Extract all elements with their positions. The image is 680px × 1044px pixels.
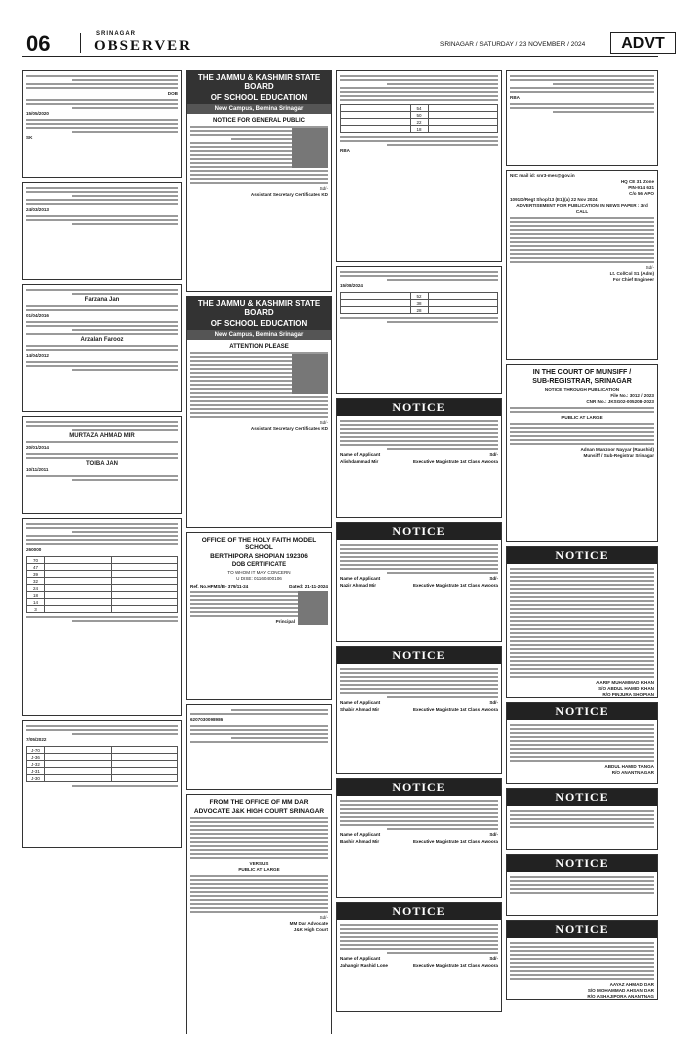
land-table-3: 54 50 22 18 bbox=[340, 104, 498, 133]
urdu-notice-7 bbox=[506, 70, 658, 166]
notice-box bbox=[336, 646, 502, 774]
notice-heading: ATTENTION PLEASE bbox=[229, 344, 289, 350]
sd-4: Sd/- bbox=[645, 265, 654, 270]
sd: Sd/- bbox=[489, 452, 498, 457]
land-table-1: 70 47 39 32 24 18 14 3 bbox=[26, 556, 178, 613]
notice-box bbox=[336, 778, 502, 898]
school-sub: TO WHOM IT MAY CONCERN bbox=[227, 570, 291, 575]
board-title-1: THE JAMMU & KASHMIR STATE BOARD bbox=[187, 71, 331, 93]
notice-heading: NOTICE bbox=[337, 647, 501, 664]
applicant-name: Bashir Ahmad Mir bbox=[340, 839, 380, 844]
land-table-2: J-70 J-36 J-32 J-31 J-30 bbox=[26, 746, 178, 782]
student-photo bbox=[298, 591, 328, 625]
magistrate: Executive Magistrate 1st Class Awoora bbox=[412, 459, 498, 464]
date-4: 14/04/2012 bbox=[26, 353, 49, 358]
urdu-notice-phone bbox=[186, 704, 332, 790]
versus: VERSUS bbox=[249, 861, 269, 866]
logo-city: SRINAGAR bbox=[96, 31, 137, 37]
name-4: TOIBA JAN bbox=[85, 461, 118, 467]
urdu-notice-5 bbox=[336, 70, 502, 262]
notice-heading: NOTICE bbox=[507, 789, 657, 806]
court-sub: NOTICE THROUGH PUBLICATION bbox=[544, 387, 620, 392]
rba-2: RBA bbox=[510, 95, 520, 100]
court-notice bbox=[506, 364, 658, 542]
sd: Sd/- bbox=[489, 956, 498, 961]
school-dob-certificate: OFFICE OF THE HOLY FAITH MODEL SCHOOL BERTHIPORA SHOPIAN 192306 DOB CERTIFICATE TO WHOM IT MAY CONCERN U DISE: 01160400106 Ref. No.HFMS/B- 379/11-24 Dated: 21-11-2024 Principal bbox=[186, 532, 332, 700]
notice-box bbox=[336, 902, 502, 1012]
nic-heading: ADVERTISEMENT FOR PUBLICATION IN NEWS PAPER : 3rd CALL bbox=[516, 203, 648, 214]
date-5: 20/01/2014 bbox=[26, 445, 49, 450]
court-sign-2: Munsiff / Sub-Registrar Srinagar bbox=[583, 453, 654, 458]
dob-label: DOB bbox=[167, 91, 178, 96]
name-2: Arzalan Farooz bbox=[80, 337, 124, 343]
cnr-no: CNR No.: JKSG02-005208-2023 bbox=[586, 399, 654, 404]
board-notice-1 bbox=[186, 70, 332, 292]
section-badge: ADVT bbox=[610, 32, 676, 54]
magistrate: Executive Magistrate 1st Class Awoora bbox=[412, 963, 498, 968]
school-heading: DOB CERTIFICATE bbox=[231, 562, 287, 568]
notice-box bbox=[506, 702, 658, 784]
date-7: 7/05/2022 bbox=[26, 737, 47, 742]
principal-sign: Principal bbox=[275, 619, 295, 624]
notice-box bbox=[336, 398, 502, 518]
name-3: MURTAZA AHMAD MIR bbox=[69, 433, 135, 439]
notice-sign: AAYAZ AHMAD DAR bbox=[609, 982, 654, 987]
date-2: 24/03/2013 bbox=[26, 207, 49, 212]
name-1: Farzana Jan bbox=[84, 297, 120, 303]
urdu-notice-6 bbox=[336, 266, 502, 394]
urdu-notice-table-1 bbox=[22, 518, 182, 716]
file-no: File No.: 3012 / 2023 bbox=[610, 393, 654, 398]
sk-label: SK bbox=[26, 135, 33, 140]
nic-mail: NIC mail id: snr3-mes@gov.in bbox=[510, 173, 575, 178]
notice-box bbox=[506, 788, 658, 850]
logo-name: OBSERVER bbox=[94, 38, 192, 54]
notice-heading: NOTICE bbox=[337, 523, 501, 540]
pin: PIN-914 631 bbox=[628, 185, 654, 190]
sd-1: Sd/- bbox=[319, 186, 328, 191]
urdu-notice-4 bbox=[22, 416, 182, 514]
court-sign: Adnan Manzoor Nayyar (Raushid) bbox=[580, 447, 654, 452]
date-1: 15/05/2020 bbox=[26, 111, 49, 116]
cpo: C/o 56 APO bbox=[629, 191, 654, 196]
applicant-name: Nazir Ahmad Mir bbox=[340, 583, 377, 588]
sd-3: Sd/- bbox=[319, 915, 328, 920]
advocate-caveat bbox=[186, 794, 332, 1034]
nic-advertisement bbox=[506, 170, 658, 360]
notice-heading: NOTICE bbox=[507, 921, 657, 938]
applicant-label: Name of Applicant bbox=[340, 956, 381, 961]
notice-heading: NOTICE bbox=[507, 703, 657, 720]
applicant-name: Jahangir Rashid Lone bbox=[340, 963, 388, 968]
date-8: 15/08/2024 bbox=[340, 283, 363, 288]
applicant-name: Alishdammad Mir bbox=[340, 459, 379, 464]
column-4 bbox=[506, 70, 658, 1034]
board-campus: New Campus, Bemina Srinagar bbox=[187, 330, 331, 340]
column-1 bbox=[22, 70, 182, 1034]
notice-heading: NOTICE bbox=[507, 547, 657, 564]
school-title-2: BERTHIPORA SHOPIAN 192306 bbox=[210, 553, 308, 560]
applicant-label: Name of Applicant bbox=[340, 576, 381, 581]
urdu-notice-3 bbox=[22, 284, 182, 412]
notice-heading: NOTICE bbox=[337, 903, 501, 920]
sd: Sd/- bbox=[489, 700, 498, 705]
magistrate: Executive Magistrate 1st Class Awoora bbox=[412, 707, 498, 712]
land-table-4: 52 38 28 bbox=[340, 292, 498, 314]
urdu-notice-table-2 bbox=[22, 720, 182, 848]
school-title-1: OFFICE OF THE HOLY FAITH MODEL SCHOOL bbox=[201, 537, 317, 551]
adv-sign-2: J&K High Court bbox=[293, 927, 328, 932]
board-title-1: THE JAMMU & KASHMIR STATE BOARD bbox=[187, 297, 331, 319]
notice-box bbox=[336, 522, 502, 642]
school-udise: U DISE: 01160400106 bbox=[236, 576, 282, 581]
column-2 bbox=[186, 70, 332, 1034]
applicant-label: Name of Applicant bbox=[340, 832, 381, 837]
notice-heading: NOTICE bbox=[507, 855, 657, 872]
court-heading: PUBLIC AT LARGE bbox=[561, 415, 603, 420]
ref: 1091D/Regt Shop/13 (E1)(a) 22 Nov 2024 bbox=[510, 197, 598, 202]
sd: Sd/- bbox=[489, 832, 498, 837]
nic-sign-2: For Chief Engineer bbox=[612, 277, 654, 282]
sign-2: Assistant Secretary Certificates KD bbox=[250, 426, 328, 431]
board-notice-2 bbox=[186, 296, 332, 528]
adv-sign-1: MM Dar Advocate bbox=[289, 921, 328, 926]
notice-sign: S/O MOHAMMAD AHSAN DAR bbox=[587, 988, 654, 993]
notice-sign: R/O PINJURA SHOPIAN bbox=[602, 692, 654, 697]
rba-1: RBA bbox=[340, 148, 350, 153]
board-campus: New Campus, Bemina Srinagar bbox=[187, 104, 331, 114]
advocate-title-1: FROM THE OFFICE OF MM DAR bbox=[209, 799, 309, 806]
advocate-title-2: ADVOCATE J&K HIGH COURT SRINAGAR bbox=[193, 808, 325, 815]
notice-sign: R/O ANANTNAGAR bbox=[611, 770, 654, 775]
masthead bbox=[22, 27, 665, 57]
board-title-2: OF SCHOOL EDUCATION bbox=[187, 319, 331, 330]
urdu-notice-2 bbox=[22, 182, 182, 280]
board-title-2: OF SCHOOL EDUCATION bbox=[187, 93, 331, 104]
magistrate: Executive Magistrate 1st Class Awoora bbox=[412, 839, 498, 844]
notice-heading: NOTICE bbox=[337, 399, 501, 416]
sd: Sd/- bbox=[489, 576, 498, 581]
notice-heading: NOTICE bbox=[337, 779, 501, 796]
applicant-label: Name of Applicant bbox=[340, 452, 381, 457]
sd-2: Sd/- bbox=[319, 420, 328, 425]
date-6: 10/11/2011 bbox=[26, 467, 49, 472]
dateline: SRINAGAR / SATURDAY / 23 NOVEMBER / 2024 bbox=[440, 41, 586, 48]
sign-1: Assistant Secretary Certificates KD bbox=[250, 192, 328, 197]
notice-box bbox=[506, 854, 658, 916]
notice-heading: NOTICE FOR GENERAL PUBLIC bbox=[213, 118, 305, 124]
candidate-photo bbox=[292, 128, 328, 168]
court-title-2: SUB-REGISTRAR, SRINAGAR bbox=[532, 378, 632, 385]
urdu-notice-1 bbox=[22, 70, 182, 178]
notice-sign: R/O ASHAJIPORA ANANTNAG bbox=[587, 994, 654, 999]
divider bbox=[80, 33, 81, 53]
phone: 6207030098986 bbox=[190, 717, 224, 722]
notice-sign: S/O ABDUL HAMID KHAN bbox=[598, 686, 654, 691]
applicant-label: Name of Applicant bbox=[340, 700, 381, 705]
amount: 260000 bbox=[26, 547, 42, 552]
court-title-1: IN THE COURT OF MUNSIFF / bbox=[532, 369, 632, 376]
notice-sign: AARIF MUHAMMAD KHAN bbox=[596, 680, 654, 685]
column-3 bbox=[336, 70, 502, 1034]
notice-sign: ABDUL HAMID TANGA bbox=[604, 764, 654, 769]
public-at-large: PUBLIC AT LARGE bbox=[238, 867, 280, 872]
date-3: 01/04/2016 bbox=[26, 313, 49, 318]
nic-sign-1: Lt. Col/Col S1 (Adm) bbox=[609, 271, 654, 276]
applicant-name: Shabir Ahmad Mir bbox=[340, 707, 380, 712]
candidate-photo bbox=[292, 354, 328, 394]
notice-box bbox=[506, 920, 658, 1000]
notice-box bbox=[506, 546, 658, 698]
magistrate: Executive Magistrate 1st Class Awoora bbox=[412, 583, 498, 588]
page-number: 06 bbox=[26, 31, 51, 56]
hq: HQ CE 31 Zone bbox=[620, 179, 654, 184]
